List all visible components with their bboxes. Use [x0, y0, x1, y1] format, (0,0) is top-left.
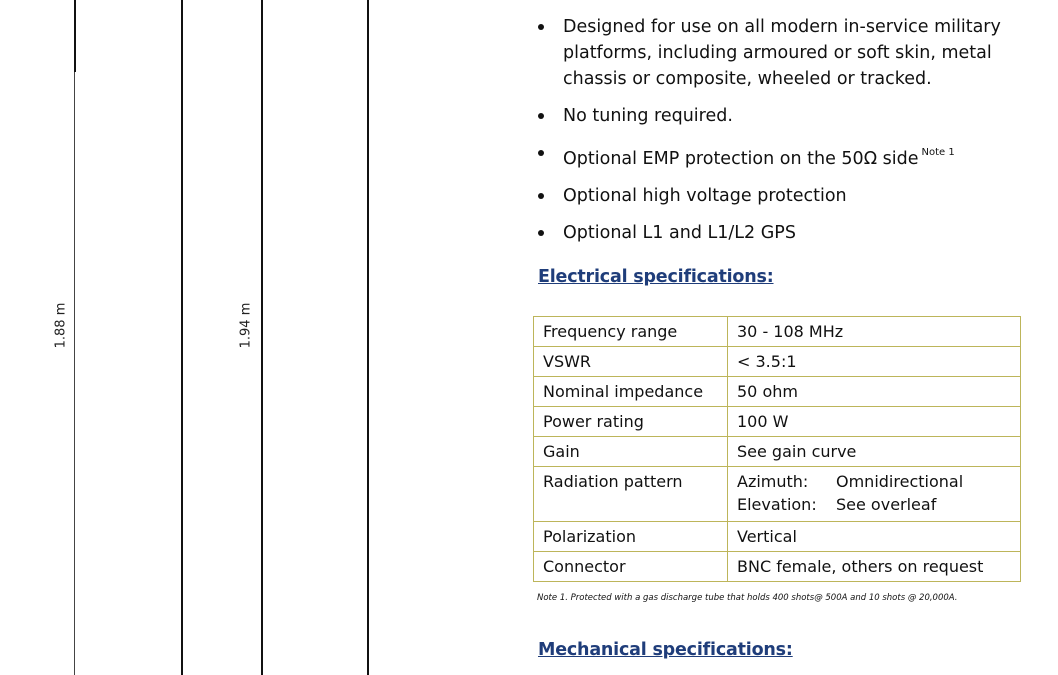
bullet-icon	[538, 230, 544, 236]
spec-value: See gain curve	[728, 437, 1021, 467]
table-row	[534, 467, 1021, 522]
drawing-line	[74, 0, 76, 72]
spec-label: Polarization	[534, 522, 728, 552]
drawing-line	[367, 0, 369, 675]
mechanical-heading: Mechanical specifications:	[538, 640, 793, 660]
elevation-value: See overleaf	[836, 495, 937, 514]
list-item: No tuning required.	[536, 103, 1036, 129]
electrical-heading: Electrical specifications:	[538, 267, 774, 287]
table-row	[534, 552, 1021, 582]
spec-label: Nominal impedance	[534, 377, 728, 407]
spec-label: Gain	[534, 437, 728, 467]
spec-value: BNC female, others on request	[728, 552, 1021, 582]
table-row	[534, 377, 1021, 407]
drawing-line	[261, 0, 263, 675]
bullet-icon	[538, 193, 544, 199]
bullet-icon	[538, 24, 544, 30]
list-item: Optional high voltage protection	[536, 183, 1036, 209]
spec-label: Power rating	[534, 407, 728, 437]
note-reference: Note 1	[921, 147, 955, 158]
spec-value: Vertical	[728, 522, 1021, 552]
spec-value: 30 - 108 MHz	[728, 317, 1021, 347]
table-row	[534, 347, 1021, 377]
azimuth-label: Azimuth:	[737, 472, 809, 491]
table-row	[534, 522, 1021, 552]
spec-label: Frequency range	[534, 317, 728, 347]
list-item: Optional EMP protection on the 50Ω side $^{Note 1}$	[536, 140, 1036, 172]
bullet-icon	[538, 150, 544, 156]
dimension-label-left: 1.88 m	[53, 302, 69, 349]
dimension-label-right: 1.94 m	[238, 302, 254, 349]
spec-value: 50 ohm	[728, 377, 1021, 407]
electrical-spec-table	[533, 316, 1021, 582]
feature-list	[536, 14, 1036, 257]
azimuth-value: Omnidirectional	[836, 472, 964, 491]
table-row	[534, 407, 1021, 437]
table-row	[534, 317, 1021, 347]
list-item: Designed for use on all modern in-service military platforms, including armoured or soft skin, metal chassis or composite, wheeled or tracked.	[536, 14, 1036, 92]
spec-label: Radiation pattern	[534, 467, 728, 522]
elevation-label: Elevation:	[737, 495, 817, 514]
spec-value: < 3.5:1	[728, 347, 1021, 377]
drawing-line	[181, 0, 183, 675]
drawing-line	[74, 72, 75, 675]
spec-value	[728, 467, 1021, 522]
list-item: Optional L1 and L1/L2 GPS	[536, 220, 1036, 246]
spec-value: 100 W	[728, 407, 1021, 437]
bullet-icon	[538, 113, 544, 119]
footnote: Note 1. Protected with a gas discharge tube that holds 400 shots@ 500A and 10 shots @ 20,000A.	[537, 593, 958, 603]
spec-label: Connector	[534, 552, 728, 582]
spec-label: VSWR	[534, 347, 728, 377]
table-row	[534, 437, 1021, 467]
